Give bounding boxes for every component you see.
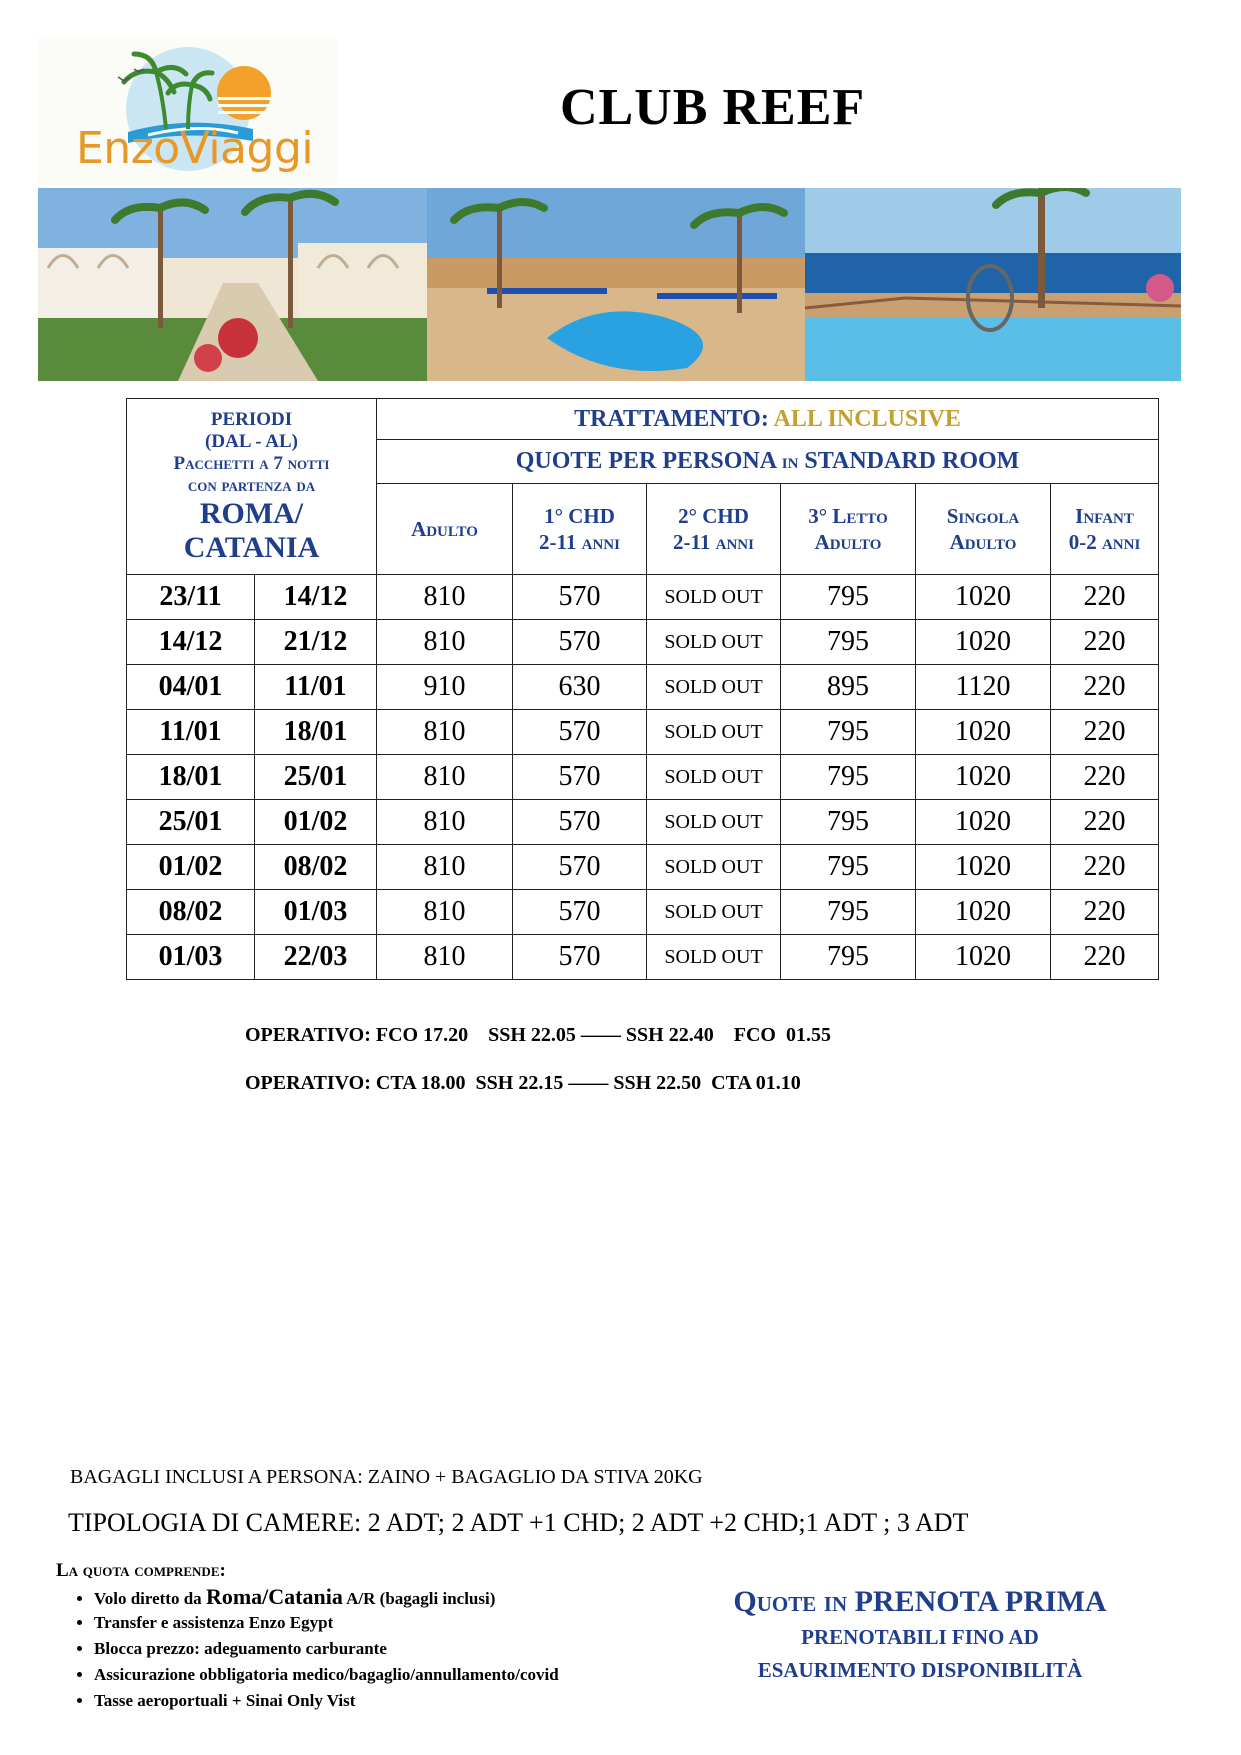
cell-to: 25/01 bbox=[255, 755, 377, 800]
cell-adulto: 810 bbox=[377, 620, 513, 665]
cell-to: 01/02 bbox=[255, 800, 377, 845]
cell-singola: 1020 bbox=[916, 575, 1051, 620]
col-header-chd2: 2° CHD 2-11 anni bbox=[647, 484, 781, 575]
operativo-roma: OPERATIVO: FCO 17.20 SSH 22.05 —— SSH 22.40 FCO 01.55 bbox=[245, 1024, 831, 1046]
treatment-header: TRATTAMENTO: ALL INCLUSIVE bbox=[377, 399, 1159, 440]
cell-singola: 1020 bbox=[916, 710, 1051, 755]
cell-chd2: SOLD OUT bbox=[647, 620, 781, 665]
cell-chd2: SOLD OUT bbox=[647, 890, 781, 935]
period-header: PERIODI (DAL - AL) Pacchetti a 7 notti con partenza da ROMA/ CATANIA bbox=[127, 399, 377, 575]
cell-singola: 1120 bbox=[916, 665, 1051, 710]
included-list bbox=[56, 1560, 559, 1714]
cell-letto3: 795 bbox=[781, 575, 916, 620]
cell-chd1: 570 bbox=[513, 620, 647, 665]
cell-to: 22/03 bbox=[255, 935, 377, 980]
cell-chd1: 630 bbox=[513, 665, 647, 710]
cell-adulto: 810 bbox=[377, 800, 513, 845]
included-item: • Assicurazione obbligatoria medico/bagaglio/annullamento/covid bbox=[94, 1662, 559, 1688]
col-header-letto3: 3° Letto Adulto bbox=[781, 484, 916, 575]
cell-from: 23/11 bbox=[127, 575, 255, 620]
cell-singola: 1020 bbox=[916, 755, 1051, 800]
table-row bbox=[127, 800, 1159, 845]
cell-from: 14/12 bbox=[127, 620, 255, 665]
included-item: • Transfer e assistenza Enzo Egypt bbox=[94, 1610, 559, 1636]
logo-text: EnzoViaggi bbox=[76, 123, 314, 174]
treatment-value: ALL INCLUSIVE bbox=[773, 405, 961, 432]
quote-header: QUOTE PER PERSONA in STANDARD ROOM bbox=[377, 440, 1159, 484]
col-header-infant: Infant 0-2 anni bbox=[1051, 484, 1159, 575]
cell-adulto: 810 bbox=[377, 710, 513, 755]
cell-from: 04/01 bbox=[127, 665, 255, 710]
cell-chd2: SOLD OUT bbox=[647, 575, 781, 620]
operativo-catania: OPERATIVO: CTA 18.00 SSH 22.15 —— SSH 22.50 CTA 01.10 bbox=[245, 1072, 801, 1094]
cell-from: 08/02 bbox=[127, 890, 255, 935]
table-row bbox=[127, 755, 1159, 800]
cell-infant: 220 bbox=[1051, 800, 1159, 845]
table-row bbox=[127, 845, 1159, 890]
cell-chd1: 570 bbox=[513, 935, 647, 980]
cell-adulto: 810 bbox=[377, 755, 513, 800]
cell-chd1: 570 bbox=[513, 890, 647, 935]
cell-to: 08/02 bbox=[255, 845, 377, 890]
included-item: • Volo diretto da Roma/Catania A/R (bagagli inclusi) bbox=[94, 1584, 559, 1610]
cell-letto3: 795 bbox=[781, 890, 916, 935]
cell-infant: 220 bbox=[1051, 710, 1159, 755]
cell-chd1: 570 bbox=[513, 800, 647, 845]
cell-chd2: SOLD OUT bbox=[647, 800, 781, 845]
early-booking-note: Quote in PRENOTA PRIMA PRENOTABILI FINO AD ESAURIMENTO DISPONIBILITÀ bbox=[733, 1585, 1107, 1682]
cell-adulto: 810 bbox=[377, 845, 513, 890]
cell-letto3: 795 bbox=[781, 755, 916, 800]
cell-singola: 1020 bbox=[916, 845, 1051, 890]
table-row bbox=[127, 575, 1159, 620]
cell-to: 14/12 bbox=[255, 575, 377, 620]
cell-chd2: SOLD OUT bbox=[647, 935, 781, 980]
cell-from: 01/02 bbox=[127, 845, 255, 890]
cell-singola: 1020 bbox=[916, 890, 1051, 935]
cell-adulto: 810 bbox=[377, 935, 513, 980]
cell-chd1: 570 bbox=[513, 755, 647, 800]
cell-chd2: SOLD OUT bbox=[647, 845, 781, 890]
table-row bbox=[127, 935, 1159, 980]
cell-adulto: 910 bbox=[377, 665, 513, 710]
included-item: • Tasse aeroportuali + Sinai Only Vist bbox=[94, 1688, 559, 1714]
resort-photo-sea bbox=[805, 188, 1181, 381]
brand-logo bbox=[38, 37, 337, 185]
cell-adulto: 810 bbox=[377, 890, 513, 935]
cell-from: 18/01 bbox=[127, 755, 255, 800]
table-row bbox=[127, 665, 1159, 710]
cell-infant: 220 bbox=[1051, 890, 1159, 935]
col-header-chd1: 1° CHD 2-11 anni bbox=[513, 484, 647, 575]
baggage-note: BAGAGLI INCLUSI A PERSONA: ZAINO + BAGAGLIO DA STIVA 20KG bbox=[70, 1466, 703, 1488]
cell-from: 11/01 bbox=[127, 710, 255, 755]
room-types: TIPOLOGIA DI CAMERE: 2 ADT; 2 ADT +1 CHD; 2 ADT +2 CHD;1 ADT ; 3 ADT bbox=[68, 1508, 969, 1537]
cell-singola: 1020 bbox=[916, 935, 1051, 980]
resort-photo-garden bbox=[38, 188, 427, 381]
cell-letto3: 795 bbox=[781, 935, 916, 980]
cell-from: 25/01 bbox=[127, 800, 255, 845]
table-row bbox=[127, 620, 1159, 665]
cell-singola: 1020 bbox=[916, 800, 1051, 845]
cell-infant: 220 bbox=[1051, 620, 1159, 665]
col-header-singola: Singola Adulto bbox=[916, 484, 1051, 575]
cell-infant: 220 bbox=[1051, 845, 1159, 890]
cell-chd2: SOLD OUT bbox=[647, 755, 781, 800]
price-table bbox=[126, 398, 1159, 980]
cell-chd1: 570 bbox=[513, 845, 647, 890]
cell-to: 18/01 bbox=[255, 710, 377, 755]
cell-chd1: 570 bbox=[513, 575, 647, 620]
table-row bbox=[127, 710, 1159, 755]
cell-chd2: SOLD OUT bbox=[647, 710, 781, 755]
cell-chd2: SOLD OUT bbox=[647, 665, 781, 710]
included-heading: La quota comprende: bbox=[56, 1560, 226, 1581]
cell-to: 11/01 bbox=[255, 665, 377, 710]
cell-to: 01/03 bbox=[255, 890, 377, 935]
cell-singola: 1020 bbox=[916, 620, 1051, 665]
cell-infant: 220 bbox=[1051, 755, 1159, 800]
cell-infant: 220 bbox=[1051, 935, 1159, 980]
col-header-adulto: Adulto bbox=[377, 484, 513, 575]
cell-infant: 220 bbox=[1051, 575, 1159, 620]
cell-adulto: 810 bbox=[377, 575, 513, 620]
cell-letto3: 795 bbox=[781, 620, 916, 665]
cell-chd1: 570 bbox=[513, 710, 647, 755]
cell-letto3: 795 bbox=[781, 800, 916, 845]
cell-letto3: 795 bbox=[781, 845, 916, 890]
cell-letto3: 895 bbox=[781, 665, 916, 710]
cell-infant: 220 bbox=[1051, 665, 1159, 710]
page-title: CLUB REEF bbox=[560, 79, 866, 136]
resort-photo-pool bbox=[427, 188, 805, 381]
cell-from: 01/03 bbox=[127, 935, 255, 980]
included-item: • Blocca prezzo: adeguamento carburante bbox=[94, 1636, 559, 1662]
cell-to: 21/12 bbox=[255, 620, 377, 665]
table-row bbox=[127, 890, 1159, 935]
cell-letto3: 795 bbox=[781, 710, 916, 755]
